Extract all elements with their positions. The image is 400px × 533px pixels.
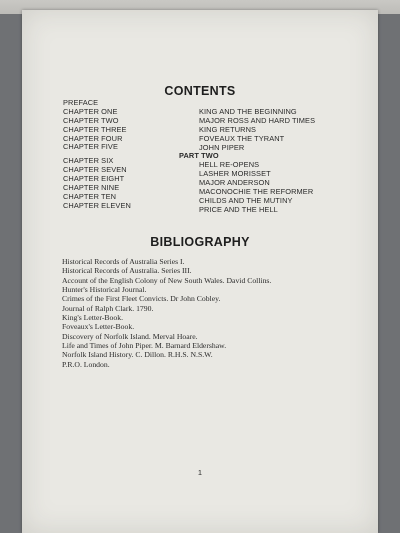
toc-left-entry: CHAPTER ONE bbox=[63, 106, 118, 116]
toc-left-entry: CHAPTER NINE bbox=[63, 183, 120, 193]
bibliography-entry: Norfolk Island History. C. Dillon. R.H.S. N.S.W. bbox=[62, 350, 213, 360]
bibliography-entry: Historical Records of Australia Series I. bbox=[62, 257, 185, 266]
toc-left-entry: CHAPTER EIGHT bbox=[63, 174, 125, 184]
toc-left-entry: CHAPTER FIVE bbox=[63, 142, 118, 152]
bibliography-list bbox=[62, 257, 271, 369]
bibliography-entry: Crimes of the First Fleet Convicts. Dr John Cobley. bbox=[62, 294, 221, 304]
toc-right-entry: FOVEAUX THE TYRANT bbox=[199, 133, 285, 143]
bibliography-entry: P.R.O. London. bbox=[62, 359, 110, 369]
toc-left-entry: CHAPTER FOUR bbox=[63, 133, 123, 143]
toc-left-entry: CHAPTER TWO bbox=[63, 115, 119, 125]
bibliography-entry: Journal of Ralph Clark. 1790. bbox=[62, 303, 154, 313]
chapter-list bbox=[63, 99, 131, 211]
toc-left-entry: PREFACE bbox=[63, 98, 99, 107]
toc-left-entry: CHAPTER SEVEN bbox=[63, 165, 127, 175]
page-number: 1 bbox=[197, 468, 203, 477]
bibliography-entry: Historical Records of Australia. Series III. bbox=[62, 266, 192, 276]
contents-heading: CONTENTS bbox=[164, 84, 236, 98]
toc-right-entry: KING RETURNS bbox=[199, 124, 257, 134]
toc-right-entry: CHILDS AND THE MUTINY bbox=[199, 195, 293, 205]
toc-right-entry: PRICE AND THE HELL bbox=[199, 204, 278, 214]
toc-right-entry: MAJOR ROSS AND HARD TIMES bbox=[199, 115, 316, 125]
bibliography-heading: BIBLIOGRAPHY bbox=[150, 235, 250, 249]
chapter-title-list bbox=[179, 107, 316, 215]
toc-right-entry: MACONOCHIE THE REFORMER bbox=[199, 187, 314, 197]
bibliography-entry: Account of the English Colony of New South Wales. David Collins. bbox=[62, 275, 272, 285]
toc-left-entry: CHAPTER THREE bbox=[63, 124, 127, 134]
bibliography-entry: Foveaux's Letter-Book. bbox=[62, 322, 135, 332]
toc-right-entry: LASHER MORISSET bbox=[199, 169, 271, 179]
bibliography-entry: Hunter's Historical Journal. bbox=[62, 285, 147, 295]
part-two-label: PART TWO bbox=[179, 151, 219, 161]
bibliography-entry: Discovery of Norfolk Island. Merval Hoare. bbox=[62, 331, 198, 341]
toc-left-entry: CHAPTER ELEVEN bbox=[63, 200, 131, 210]
toc-right-entry: JOHN PIPER bbox=[199, 142, 245, 152]
toc-left-entry: CHAPTER TEN bbox=[63, 191, 117, 201]
bibliography-entry: King's Letter-Book. bbox=[62, 313, 124, 323]
bibliography-entry: Life and Times of John Piper. M. Barnard Eldershaw. bbox=[62, 341, 227, 351]
toc-left-entry: CHAPTER SIX bbox=[63, 156, 114, 166]
document-page bbox=[22, 10, 378, 533]
toc-right-entry: MAJOR ANDERSON bbox=[199, 178, 270, 188]
toc-right-entry: HELL RE-OPENS bbox=[199, 160, 260, 170]
toc-right-entry: KING AND THE BEGINNING bbox=[199, 107, 297, 116]
